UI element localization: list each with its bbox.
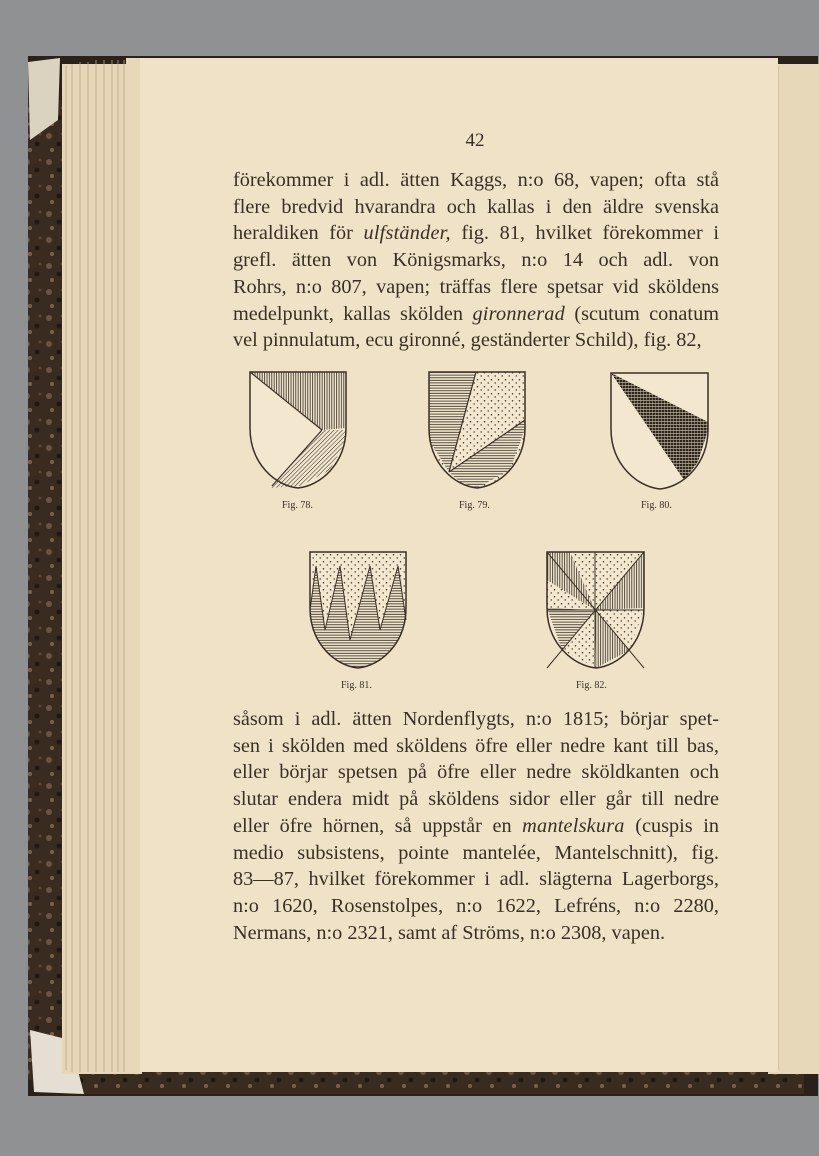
text-segment: fig. 81, hvilket förekommer i (450, 222, 719, 245)
text-line: grefl. ätten von Königsmarks, n:o 14 och adl. von (233, 249, 719, 272)
text-line: eller börjar spetsen på öfre eller nedre sköldkanten och (233, 761, 719, 784)
paragraph-1 (233, 167, 719, 354)
text-line: såsom i adl. ätten Nordenflygts, n:o 1815; börjar spet- (233, 708, 719, 730)
text-segment: heraldiken för (233, 222, 364, 245)
text-line (233, 813, 719, 840)
page-number: 42 (465, 130, 485, 151)
text-segment: (scutum conatum (564, 302, 719, 325)
figure-82-caption: Fig. 82. (576, 680, 607, 691)
text-line: Rohrs, n:o 807, vapen; träffas flere spetsar vid sköldens (233, 275, 719, 298)
figure-79-caption: Fig. 79. (459, 500, 490, 511)
text-line: flere bredvid hvarandra och kallas i den äldre svenska (233, 195, 719, 218)
text-segment: medelpunkt, kallas skölden (233, 302, 473, 325)
figure-82-shield (547, 552, 644, 668)
text-line: Nermans, n:o 2321, samt af Ströms, n:o 2308, vapen. (233, 921, 666, 944)
paragraph-2 (233, 706, 719, 946)
figure-81-caption: Fig. 81. (341, 680, 372, 691)
text-line: medio subsistens, pointe mantelée, Mantelschnitt), fig. (233, 841, 719, 864)
text-segment: (cuspis in (624, 814, 719, 837)
italic-term: ulfständer, (363, 222, 451, 245)
text-line: n:o 1620, Rosenstolpes, n:o 1622, Lefréns, n:o 2280, (233, 894, 719, 917)
text-line: 83—87, hvilket förekommer i adl. slägterna Lagerborgs, (233, 868, 719, 891)
figure-78-caption: Fig. 78. (282, 500, 313, 511)
figure-80-caption: Fig. 80. (641, 500, 672, 511)
italic-term: mantelskura (522, 814, 625, 837)
text-line: sen i skölden med sköldens öfre eller nedre kant till bas, (233, 734, 719, 757)
text-line: förekommer i adl. ätten Kaggs, n:o 68, vapen; ofta stå (233, 169, 719, 191)
text-line (233, 301, 719, 328)
text-line (233, 220, 719, 247)
italic-term: gironnerad (472, 302, 565, 325)
text-segment: eller öfre hörnen, så uppstår en (233, 814, 523, 837)
text-line: vel pinnulatum, ecu gironné, geständerter Schild), fig. 82, (233, 329, 702, 352)
text-line: slutar endera midt på sköldens sidor eller går till nedre (233, 788, 719, 811)
